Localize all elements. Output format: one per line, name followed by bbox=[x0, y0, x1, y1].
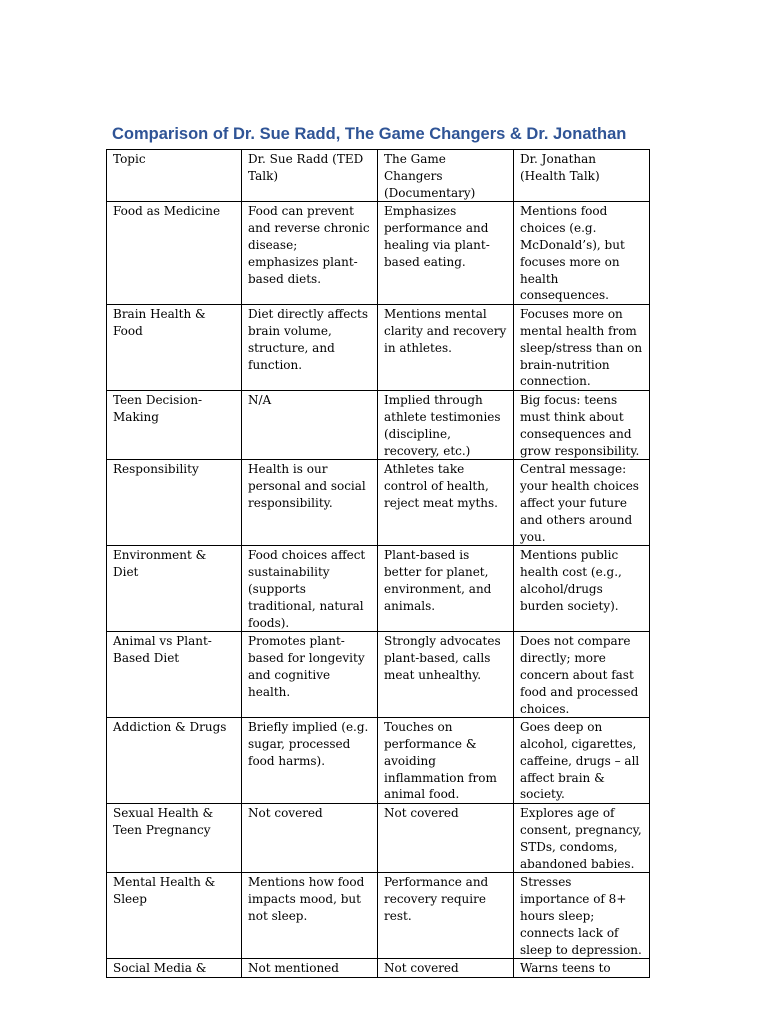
table-row bbox=[107, 632, 650, 718]
game-changers-cell: Emphasizes performance and healing via plant-based eating. bbox=[378, 202, 514, 305]
sue-radd-cell: Diet directly affects brain volume, structure, and function. bbox=[242, 305, 378, 391]
table-row bbox=[107, 873, 650, 959]
topic-cell: Environment & Diet bbox=[107, 546, 242, 632]
table-header-row bbox=[107, 150, 650, 202]
sue-radd-cell: Promotes plant-based for longevity and cognitive health. bbox=[242, 632, 378, 718]
game-changers-cell: Not covered bbox=[378, 959, 514, 978]
topic-cell: Sexual Health & Teen Pregnancy bbox=[107, 804, 242, 873]
header-cell-sue-radd: Dr. Sue Radd (TED Talk) bbox=[242, 150, 378, 202]
dr-jonathan-cell: Big focus: teens must think about consequences and grow responsibility. bbox=[514, 391, 650, 460]
dr-jonathan-cell: Central message: your health choices affect your future and others around you. bbox=[514, 460, 650, 546]
sue-radd-cell: Briefly implied (e.g. sugar, processed food harms). bbox=[242, 718, 378, 804]
game-changers-cell: Touches on performance & avoiding inflammation from animal food. bbox=[378, 718, 514, 804]
header-cell-dr-jonathan: Dr. Jonathan (Health Talk) bbox=[514, 150, 650, 202]
dr-jonathan-cell: Explores age of consent, pregnancy, STDs, condoms, abandoned babies. bbox=[514, 804, 650, 873]
dr-jonathan-cell: Mentions food choices (e.g. McDonald’s), but focuses more on health consequences. bbox=[514, 202, 650, 305]
topic-cell: Animal vs Plant-Based Diet bbox=[107, 632, 242, 718]
topic-cell: Addiction & Drugs bbox=[107, 718, 242, 804]
game-changers-cell: Not covered bbox=[378, 804, 514, 873]
game-changers-cell: Implied through athlete testimonies (discipline, recovery, etc.) bbox=[378, 391, 514, 460]
topic-cell: Teen Decision-Making bbox=[107, 391, 242, 460]
table-row bbox=[107, 718, 650, 804]
topic-cell: Food as Medicine bbox=[107, 202, 242, 305]
dr-jonathan-cell: Mentions public health cost (e.g., alcohol/drugs burden society). bbox=[514, 546, 650, 632]
table-row bbox=[107, 305, 650, 391]
dr-jonathan-cell: Does not compare directly; more concern about fast food and processed choices. bbox=[514, 632, 650, 718]
table-row bbox=[107, 546, 650, 632]
dr-jonathan-cell: Stresses importance of 8+ hours sleep; connects lack of sleep to depression. bbox=[514, 873, 650, 959]
topic-cell: Responsibility bbox=[107, 460, 242, 546]
game-changers-cell: Athletes take control of health, reject meat myths. bbox=[378, 460, 514, 546]
topic-cell: Social Media & bbox=[107, 959, 242, 978]
dr-jonathan-cell: Focuses more on mental health from sleep/stress than on brain-nutrition connection. bbox=[514, 305, 650, 391]
game-changers-cell: Mentions mental clarity and recovery in athletes. bbox=[378, 305, 514, 391]
table-row bbox=[107, 460, 650, 546]
table-row bbox=[107, 391, 650, 460]
dr-jonathan-cell: Warns teens to bbox=[514, 959, 650, 978]
sue-radd-cell: Food can prevent and reverse chronic disease; emphasizes plant-based diets. bbox=[242, 202, 378, 305]
header-cell-topic: Topic bbox=[107, 150, 242, 202]
sue-radd-cell: Food choices affect sustainability (supports traditional, natural foods). bbox=[242, 546, 378, 632]
comparison-table bbox=[106, 149, 650, 978]
table-row bbox=[107, 202, 650, 305]
sue-radd-cell: Not mentioned bbox=[242, 959, 378, 978]
sue-radd-cell: Not covered bbox=[242, 804, 378, 873]
sue-radd-cell: Mentions how food impacts mood, but not sleep. bbox=[242, 873, 378, 959]
topic-cell: Mental Health & Sleep bbox=[107, 873, 242, 959]
page-title: Comparison of Dr. Sue Radd, The Game Changers & Dr. Jonathan bbox=[112, 125, 627, 143]
dr-jonathan-cell: Goes deep on alcohol, cigarettes, caffeine, drugs – all affect brain & society. bbox=[514, 718, 650, 804]
sue-radd-cell: N/A bbox=[242, 391, 378, 460]
header-cell-game-changers: The Game Changers (Documentary) bbox=[378, 150, 514, 202]
table-row bbox=[107, 804, 650, 873]
game-changers-cell: Strongly advocates plant-based, calls meat unhealthy. bbox=[378, 632, 514, 718]
table-row bbox=[107, 959, 650, 978]
sue-radd-cell: Health is our personal and social responsibility. bbox=[242, 460, 378, 546]
game-changers-cell: Plant-based is better for planet, environment, and animals. bbox=[378, 546, 514, 632]
topic-cell: Brain Health & Food bbox=[107, 305, 242, 391]
game-changers-cell: Performance and recovery require rest. bbox=[378, 873, 514, 959]
